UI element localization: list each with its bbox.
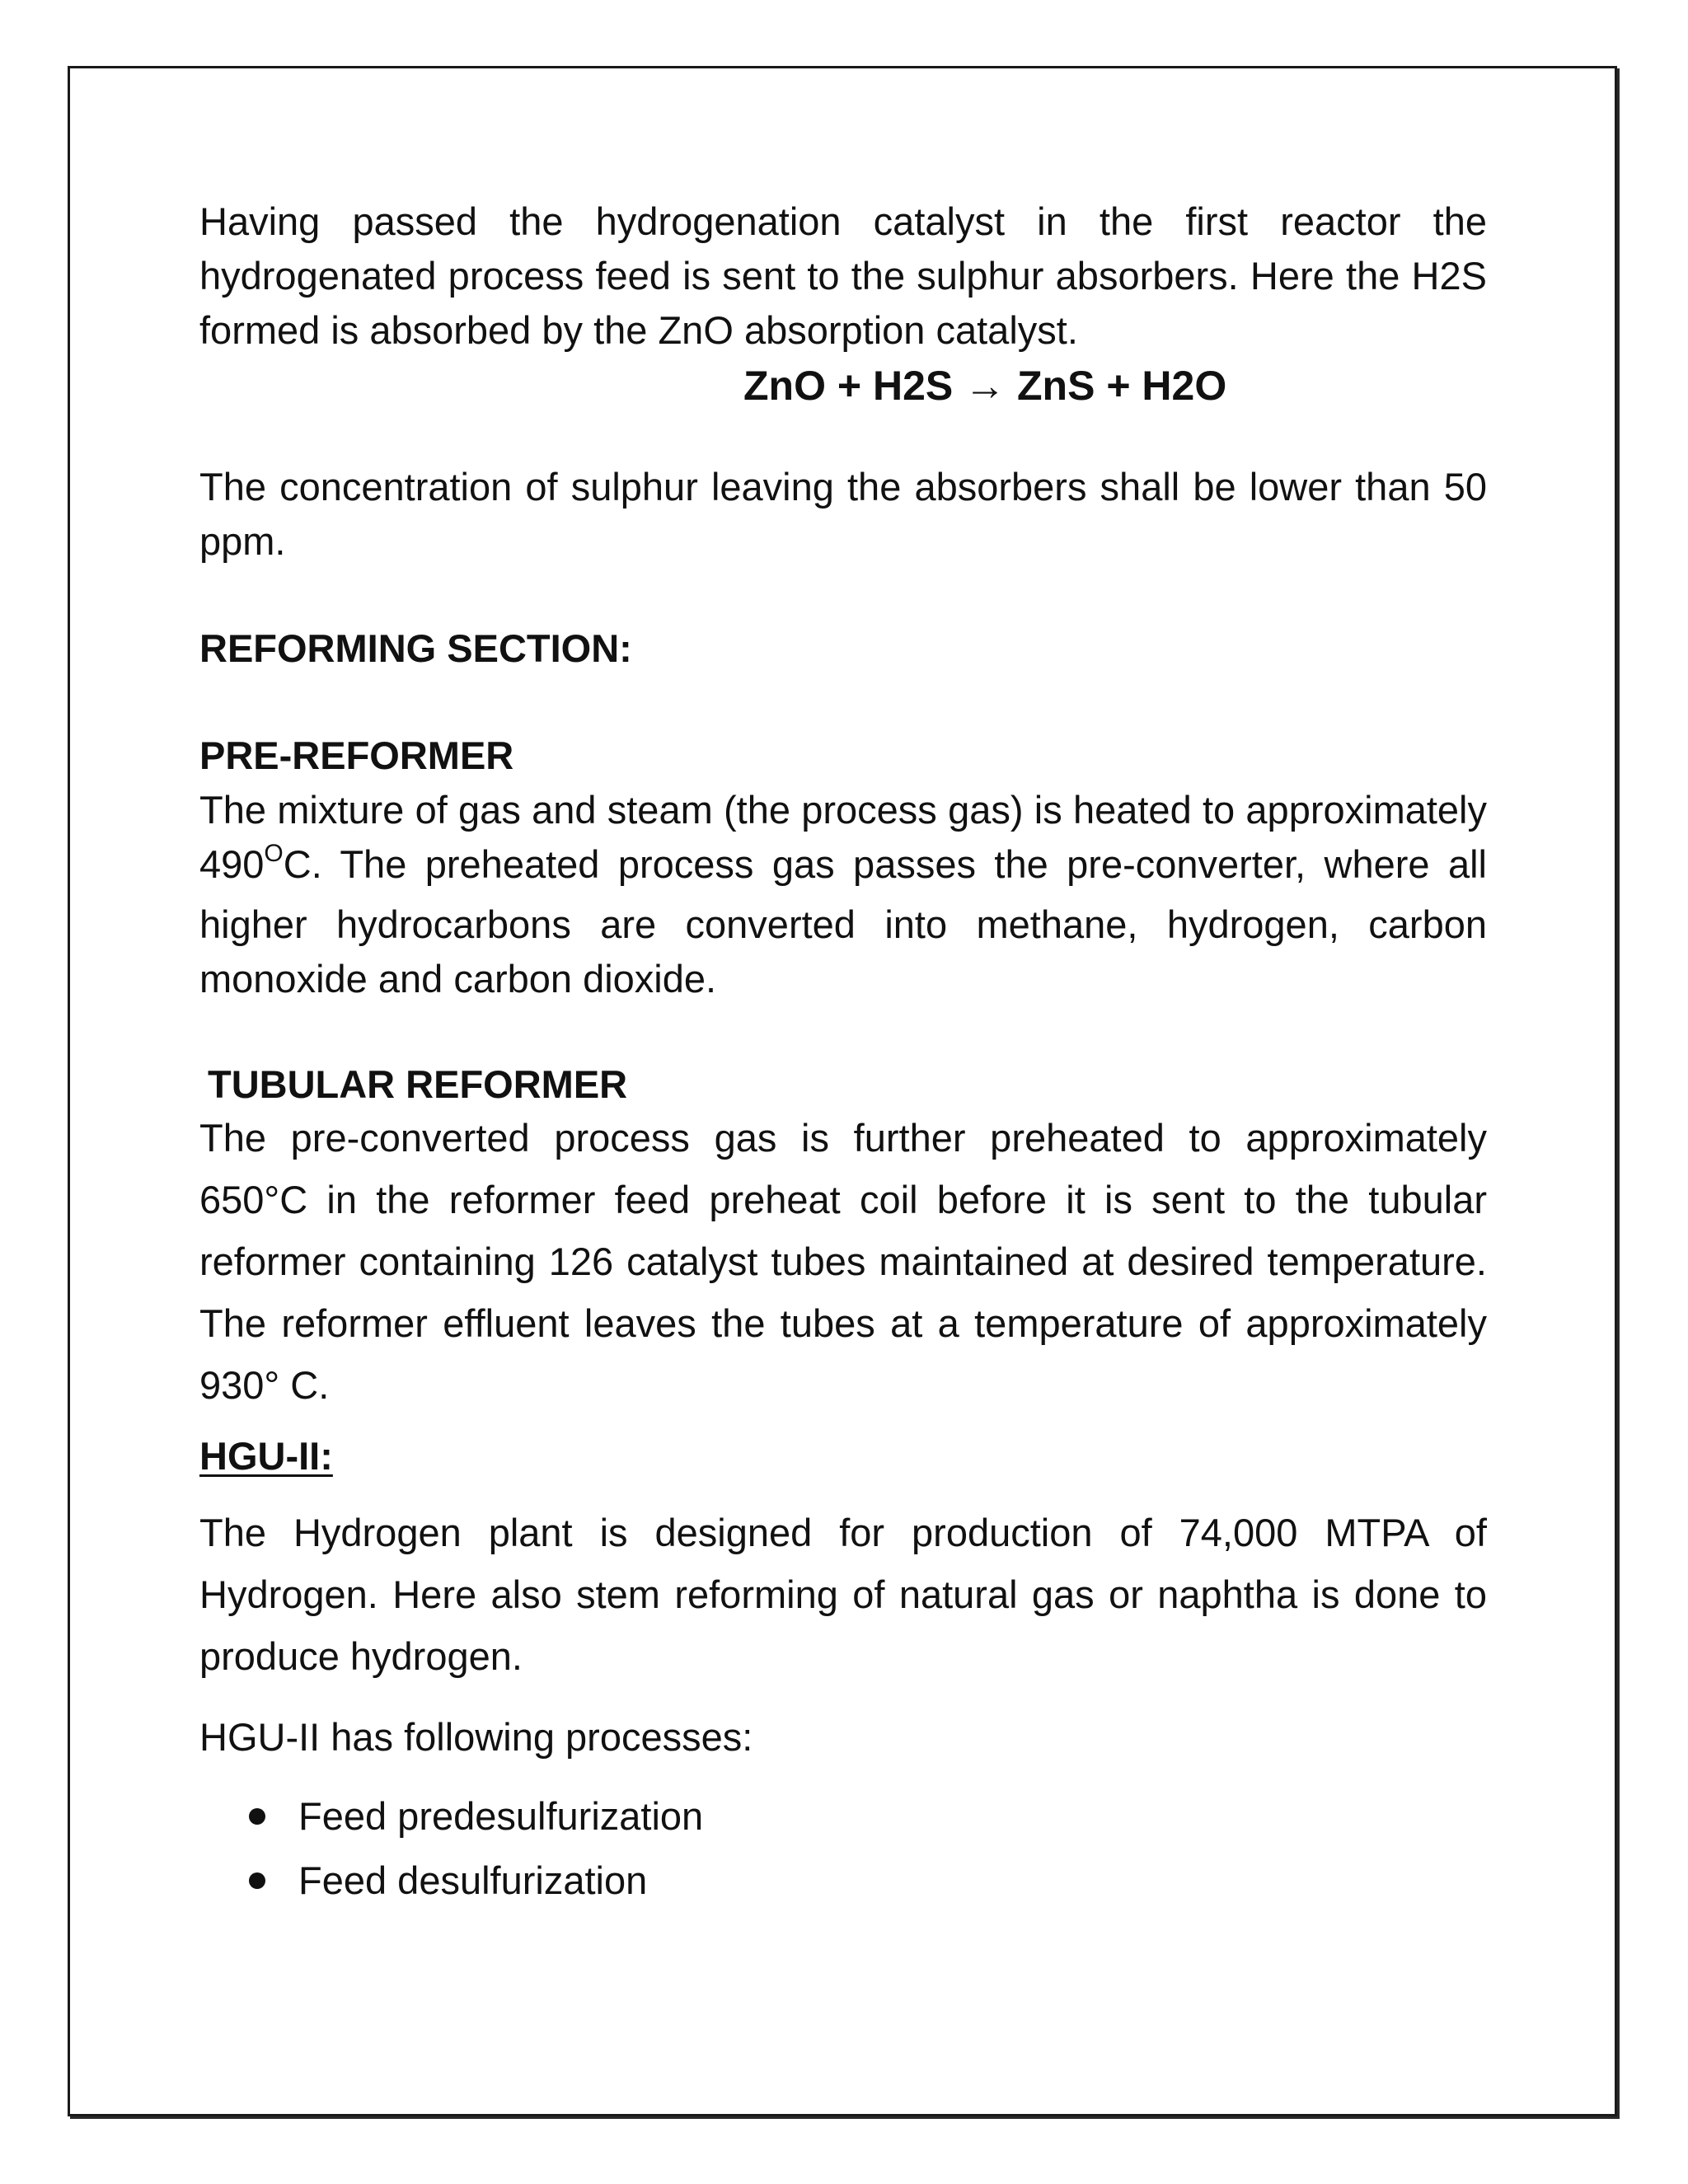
bullet-icon	[249, 1808, 265, 1825]
chemical-equation: ZnO + H2S → ZnS + H2O	[743, 363, 1227, 409]
list-item: Feed predesulfurization	[249, 1784, 1487, 1849]
paragraph-hgu-ii: The Hydrogen plant is designed for production of 74,000 MTPA of Hydrogen. Here also stem reforming of natural gas or naphtha is done to produce hydrogen.	[199, 1511, 1487, 1678]
list-item: Feed desulfurization	[249, 1849, 1487, 1913]
heading-reforming-section: REFORMING SECTION:	[199, 626, 632, 670]
paragraph-tubular-reformer: The pre-converted process gas is further preheated to approximately 650°C in the reformer feed preheat coil before it is sent to the tubular reformer containing 126 catalyst tubes maintained at desired temperature. The reformer effluent leaves the tubes at a temperature of approximately 930° C.	[199, 1116, 1487, 1407]
heading-hgu-ii: HGU-II:	[199, 1434, 333, 1478]
heading-tubular-reformer: TUBULAR REFORMER	[208, 1062, 628, 1106]
paragraph-absorbers: Having passed the hydrogenation catalyst in the first reactor the hydrogenated process feed is sent to the sulphur absorbers. Here the H2S formed is absorbed by the ZnO absorption catalyst.	[199, 199, 1487, 352]
paragraph-sulphur-concentration: The concentration of sulphur leaving the absorbers shall be lower than 50 ppm.	[199, 465, 1487, 563]
temperature-superscript: O	[264, 840, 284, 867]
pre-reformer-text-part1: The mixture of gas and steam (the process gas) is heated to approximately 490	[199, 788, 1487, 886]
bullet-icon	[249, 1872, 265, 1889]
document-body	[199, 194, 1487, 1913]
paragraph-pre-reformer	[199, 783, 1487, 1006]
processes-intro: HGU-II has following processes:	[199, 1715, 753, 1759]
processes-list	[199, 1784, 1487, 1913]
heading-pre-reformer: PRE-REFORMER	[199, 733, 514, 777]
pre-reformer-text-part2: C. The preheated process gas passes the pre-converter, where all higher hydrocarbons are converted into methane, hydrogen, carbon monoxide and carbon dioxide.	[199, 842, 1487, 1001]
